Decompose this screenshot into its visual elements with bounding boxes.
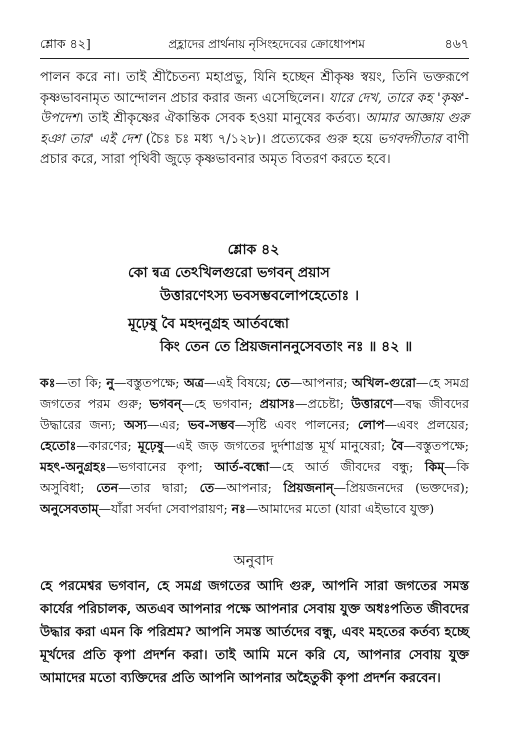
header-chapter-title: প্রহ্লাদের প্রার্থনায় নৃসিংহদেবের ক্রোধোপশম: [168, 37, 365, 51]
synonym-meaning: —কারণের;: [76, 438, 138, 453]
synonym-word: লোপ: [357, 417, 385, 432]
purport-text-3: (চৈঃ চঃ মধ্য ৭/১২৮)। প্রত্যেকের গুরু হয়ে: [140, 131, 373, 147]
synonym-meaning: —বস্তুতপক্ষে;: [113, 375, 184, 390]
purport-text-1: পালন করে না। তাই শ্রীচৈতন্য মহাপ্রভু, যিনি হচ্ছেন শ্রীকৃষ্ণ স্বয়ং, তিনি ভক্তরূপে কৃষ্ণভাবনামৃত আন্দোলন প্রচার করার জন্য এসেছিলেন।: [40, 70, 469, 106]
synonym-meaning: —বস্তুতপক্ষে;: [403, 438, 469, 453]
synonym-meaning: —তার দ্বারা;: [118, 480, 200, 495]
synonym-word: অখিল-গুরো: [352, 375, 416, 390]
synonym-meaning: —আপনার;: [214, 480, 284, 495]
verse-line-1: কো ন্বত্র তেঽখিলগুরো ভগবন্ প্রয়াস: [128, 265, 330, 281]
synonym-word: উত্তারণে: [351, 396, 393, 411]
synonyms-paragraph: [40, 372, 469, 519]
synonym-word: মহৎ-অনুগ্রহঃ: [40, 459, 107, 474]
synonym-word: অত্র: [183, 375, 204, 390]
synonym-meaning: —প্রিয়জনদের (ভক্তদের);: [333, 480, 469, 495]
synonym-meaning: —হে ভগবান;: [181, 396, 260, 411]
purport-quote-2: আমার আজ্ঞায় গুরু হঞা তার' এই দেশ: [40, 111, 470, 147]
synonym-word: কিম্: [424, 459, 445, 474]
synonym-meaning: —হে আর্ত জীবদের বন্ধু;: [269, 459, 425, 474]
synonym-word: তে: [275, 375, 290, 390]
synonym-word: তে: [199, 480, 215, 495]
purport-continuation: [40, 68, 469, 171]
translation-text: হে পরমেশ্বর ভগবান, হে সমগ্র জগতের আদি গুরু, আপনি সারা জগতের সমস্ত কার্যের পরিচালক, অতএব আপনার পক্ষে আপনার সেবায় যুক্ত অধঃপতিত জীবদের উদ্ধার করা এমন কি পরিশ্রম? আপনি সমস্ত আর্তদের বন্ধু, এবং মহতের কর্তব্য হচ্ছে মূর্খদের প্রতি কৃপা প্রদর্শন করা। তাই আমি মনে করি যে, আপনার সেবায় যুক্ত আমাদের মতো ব্যক্তিদের প্রতি আপনি আপনার অহৈতুকী কৃপা প্রদর্শন করবেন।: [40, 579, 469, 686]
synonym-meaning: —সৃষ্টি এবং পালনের;: [234, 417, 358, 432]
purport-text-4: বাণী প্রচার করে, সারা পৃথিবী জুড়ে কৃষ্ণভাবনার অমৃত বিতরণ করতে হবে।: [40, 131, 470, 167]
synonym-meaning: —বদ্ধ জীবদের উদ্ধারের জন্য;: [40, 396, 469, 432]
synonym-word: আর্ত-বন্ধো: [214, 459, 270, 474]
synonym-word: নু: [106, 375, 114, 390]
synonym-meaning: —তা কি;: [55, 375, 107, 390]
synonym-word: অনুসেবতাম্: [40, 501, 99, 516]
header-rule: [40, 58, 469, 59]
synonym-word: তেন: [96, 480, 119, 495]
synonym-meaning: —এই বিষয়ে;: [204, 375, 276, 390]
synonym-word: মূঢ়েষু: [137, 438, 164, 453]
synonym-meaning: —ভগবানের কৃপা;: [106, 459, 215, 474]
synonym-meaning: —এই জড় জগতের দুর্দশাগ্রস্ত মূর্খ মানুষেরা;: [163, 438, 392, 453]
synonym-word: ভব-সম্ভব: [188, 417, 235, 432]
synonym-word: কঃ: [40, 375, 56, 390]
header-verse-ref: শ্লোক ৪২]: [40, 36, 91, 51]
purport-text-2: । তাই শ্রীকৃষ্ণের ঐকান্তিক সেবক হওয়া মানুষের কর্তব্য।: [78, 111, 361, 126]
synonym-meaning: —আপনার;: [289, 375, 353, 390]
verse-title: শ্লোক ৪২: [227, 242, 280, 258]
synonym-meaning: —প্রচেষ্টা;: [295, 396, 352, 411]
synonym-word: অস্য: [124, 417, 147, 432]
synonym-meaning: —যাঁরা সর্বদা সেবাপরায়ণ;: [98, 501, 232, 516]
verse-line-3: মূঢ়েষু বৈ মহদনুগ্রহ আর্তবন্ধো: [128, 316, 289, 332]
synonym-word: হেতোঃ: [40, 438, 77, 453]
running-header: [40, 36, 469, 56]
purport-quote-1: যারে দেখ, তারে কহ 'কৃষ্ণ'-উপদেশ: [40, 90, 469, 126]
verse-line-2: উত্তারণেঽস্য ভবসম্ভবলোপহেতোঃ ।: [160, 288, 360, 304]
verse-line-4: কিং তেন তে প্রিয়জনাননুসেবতাং নঃ ॥ ৪২ ॥: [160, 339, 413, 355]
synonym-word: নঃ: [231, 501, 246, 516]
synonym-meaning: —হে সমগ্র জগতের পরম গুরু;: [40, 375, 469, 411]
synonym-word: প্রিয়জনান্: [283, 480, 334, 495]
page-number: ৪৬৭: [444, 36, 469, 51]
synonym-meaning: —আমাদের মতো (যারা এইভাবে যুক্ত): [245, 501, 435, 516]
synonym-word: প্রয়াসঃ: [259, 396, 296, 411]
translation-title: অনুবাদ: [233, 553, 274, 569]
synonym-word: ভগবন্: [149, 396, 182, 411]
synonym-word: বৈ: [391, 438, 404, 453]
synonym-meaning: —এবং প্রলয়ের;: [384, 417, 469, 432]
synonym-meaning: —কি অসুবিধা;: [40, 459, 469, 495]
synonym-meaning: —এর;: [146, 417, 189, 432]
purport-quote-3: ভগবদ্গীতার: [377, 131, 442, 147]
